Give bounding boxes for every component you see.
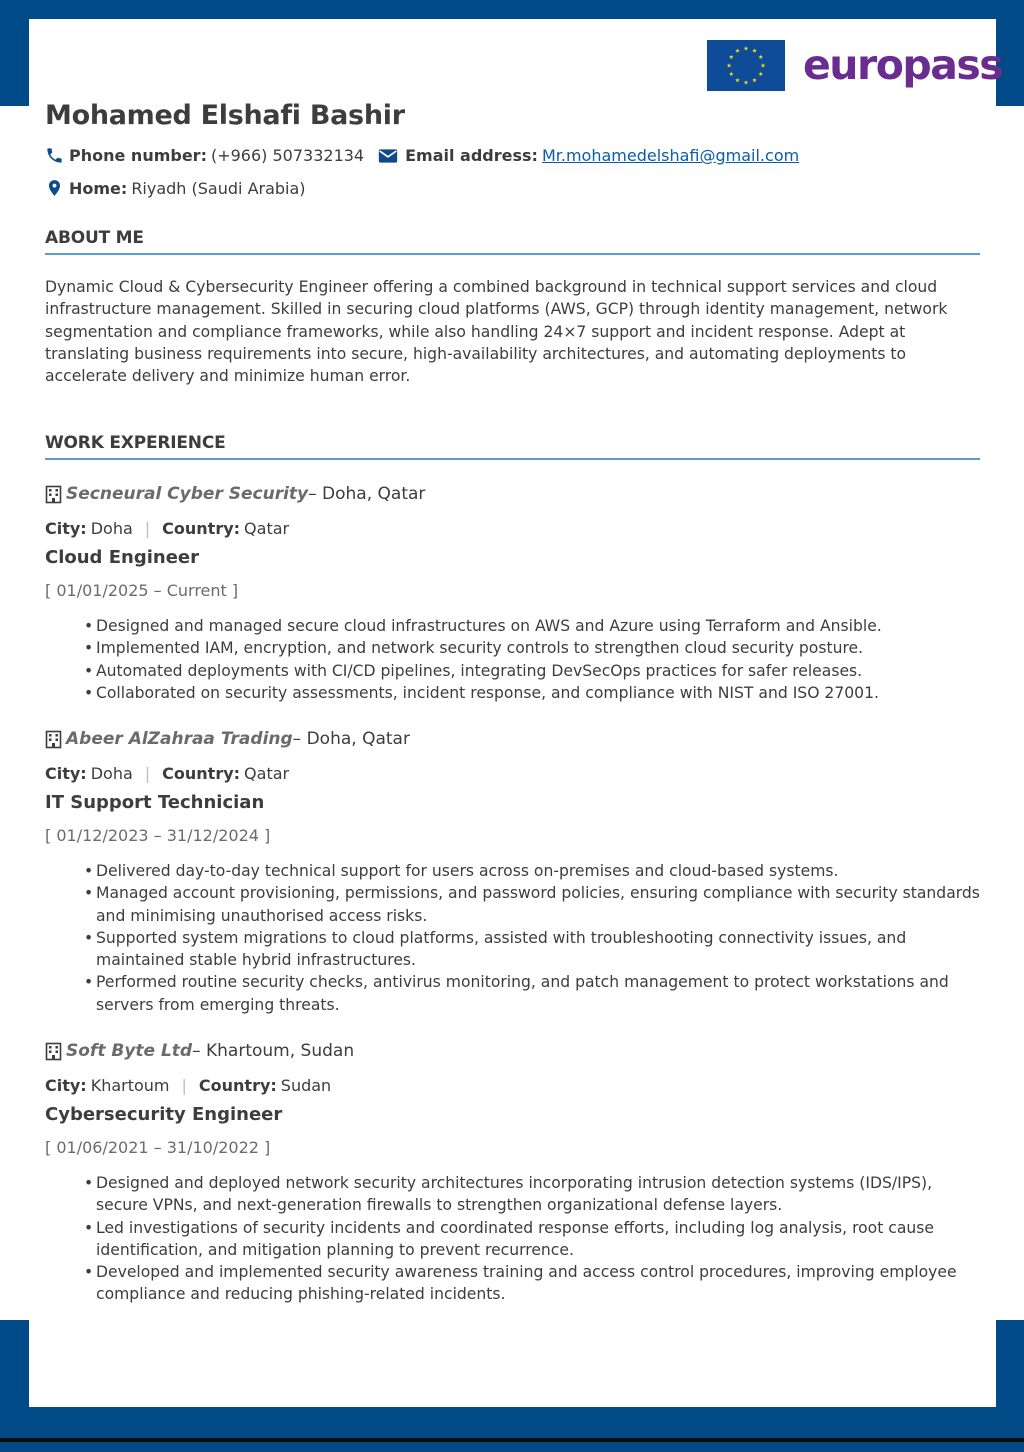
job-dates: [ 01/06/2021 – 31/10/2022 ] [45, 1138, 271, 1157]
employer-name: Secneural Cyber Security [66, 484, 309, 504]
job-entry [45, 727, 980, 1016]
country-value: Sudan [280, 1075, 332, 1095]
city-country-line [45, 762, 980, 784]
duty-item: • Supported system migrations to cloud platforms, assisted with troubleshooting connectivity issues, and maintained stable hybrid infrastructures. [96, 927, 980, 972]
building-icon [45, 485, 62, 504]
separator: | [144, 518, 151, 538]
sheet-bottom-area [29, 1320, 996, 1407]
frame-left-band [0, 0, 29, 106]
job-entry [45, 1039, 980, 1306]
eu-flag-icon [707, 40, 785, 91]
building-icon [45, 1042, 62, 1061]
job-duties [45, 1172, 980, 1306]
job-title: Cybersecurity Engineer [45, 1104, 283, 1125]
job-title: IT Support Technician [45, 792, 265, 813]
city-label: City: [45, 1075, 87, 1095]
country-label: Country: [198, 1075, 277, 1095]
city-label: City: [45, 518, 87, 538]
duty-item: • Developed and implemented security awareness training and access control procedures, improving employee compliance and reducing phishing-related incidents. [96, 1261, 980, 1306]
city-value: Khartoum [90, 1075, 170, 1095]
city-country-line [45, 517, 980, 539]
home-label: Home: [69, 178, 128, 198]
country-label: Country: [162, 763, 241, 783]
employer-name: Abeer AlZahraa Trading [66, 729, 293, 749]
employer-line [45, 727, 980, 751]
phone-label: Phone number: [69, 146, 207, 165]
city-value: Doha [90, 518, 133, 538]
job-dates: [ 01/12/2023 – 31/12/2024 ] [45, 826, 271, 845]
duty-item: • Automated deployments with CI/CD pipelines, integrating DevSecOps practices for safer releases. [96, 660, 980, 682]
duty-item: • Performed routine security checks, antivirus monitoring, and patch management to protect workstations and servers from emerging threats. [96, 971, 980, 1016]
job-duties [45, 860, 980, 1016]
work-section-rule [45, 458, 980, 460]
country-value: Qatar [244, 518, 290, 538]
job-entry [45, 482, 980, 704]
contact-line-home [45, 178, 306, 198]
frame-top-band [0, 0, 1024, 19]
employer-name: Soft Byte Ltd [66, 1041, 193, 1061]
employer-line [45, 482, 980, 506]
about-text: Dynamic Cloud & Cybersecurity Engineer offering a combined background in technical support services and cloud infrastructure management. Skilled in securing cloud platforms (AWS, GCP) through identity management, network segmentation and compliance frameworks, while also handling 24×7 support and incident response. Adept at translating business requirements into secure, high-availability architectures, and automating deployments to accelerate delivery and minimize human error. [45, 278, 948, 386]
location-pin-icon [45, 178, 64, 198]
building-icon [45, 730, 62, 749]
europass-logo [707, 40, 1002, 91]
email-link[interactable]: Mr.mohamedelshafi@gmail.com [541, 146, 800, 165]
employer-line [45, 1039, 980, 1063]
job-duties [45, 615, 980, 704]
city-value: Doha [90, 763, 133, 783]
duty-item: • Delivered day-to-day technical support for users across on-premises and cloud-based systems. [96, 860, 980, 882]
phone-icon [45, 146, 64, 165]
city-country-line [45, 1074, 980, 1096]
separator: | [144, 763, 151, 783]
home-value: Riyadh (Saudi Arabia) [131, 178, 306, 198]
about-section-title: ABOUT ME [45, 228, 144, 248]
employer-location: – Khartoum, Sudan [192, 1041, 355, 1061]
duty-item: • Designed and deployed network security architectures incorporating intrusion detection systems (IDS/IPS), secure VPNs, and next-generation firewalls to strengthen organizational defense layers. [96, 1172, 980, 1217]
country-label: Country: [162, 518, 241, 538]
contact-line-primary [45, 146, 799, 165]
duty-item: • Implemented IAM, encryption, and network security controls to strengthen cloud security posture. [96, 637, 980, 659]
europass-wordmark: europass [803, 41, 1003, 89]
email-icon [378, 148, 398, 164]
candidate-name: Mohamed Elshafi Bashir [45, 100, 405, 131]
phone-value: (+966) 507332134 [210, 146, 365, 165]
duty-item: • Collaborated on security assessments, incident response, and compliance with NIST and ISO 27001. [96, 682, 980, 704]
city-label: City: [45, 763, 87, 783]
email-label: Email address: [405, 146, 538, 165]
separator: | [181, 1075, 187, 1095]
job-dates: [ 01/01/2025 – Current ] [45, 581, 239, 600]
country-value: Qatar [244, 763, 290, 783]
duty-item: • Led investigations of security incidents and coordinated response efforts, including log analysis, root cause identification, and mitigation planning to prevent recurrence. [96, 1217, 980, 1262]
employer-location: – Doha, Qatar [308, 484, 426, 504]
bottom-divider [0, 1438, 1024, 1442]
work-section-title: WORK EXPERIENCE [45, 433, 226, 453]
about-section-rule [45, 253, 980, 255]
employer-location: – Doha, Qatar [292, 729, 410, 749]
duty-item: • Managed account provisioning, permissions, and password policies, ensuring compliance with security standards and minimising unauthorised access risks. [96, 882, 980, 927]
duty-item: • Designed and managed secure cloud infrastructures on AWS and Azure using Terraform and Ansible. [96, 615, 980, 637]
job-title: Cloud Engineer [45, 547, 199, 568]
